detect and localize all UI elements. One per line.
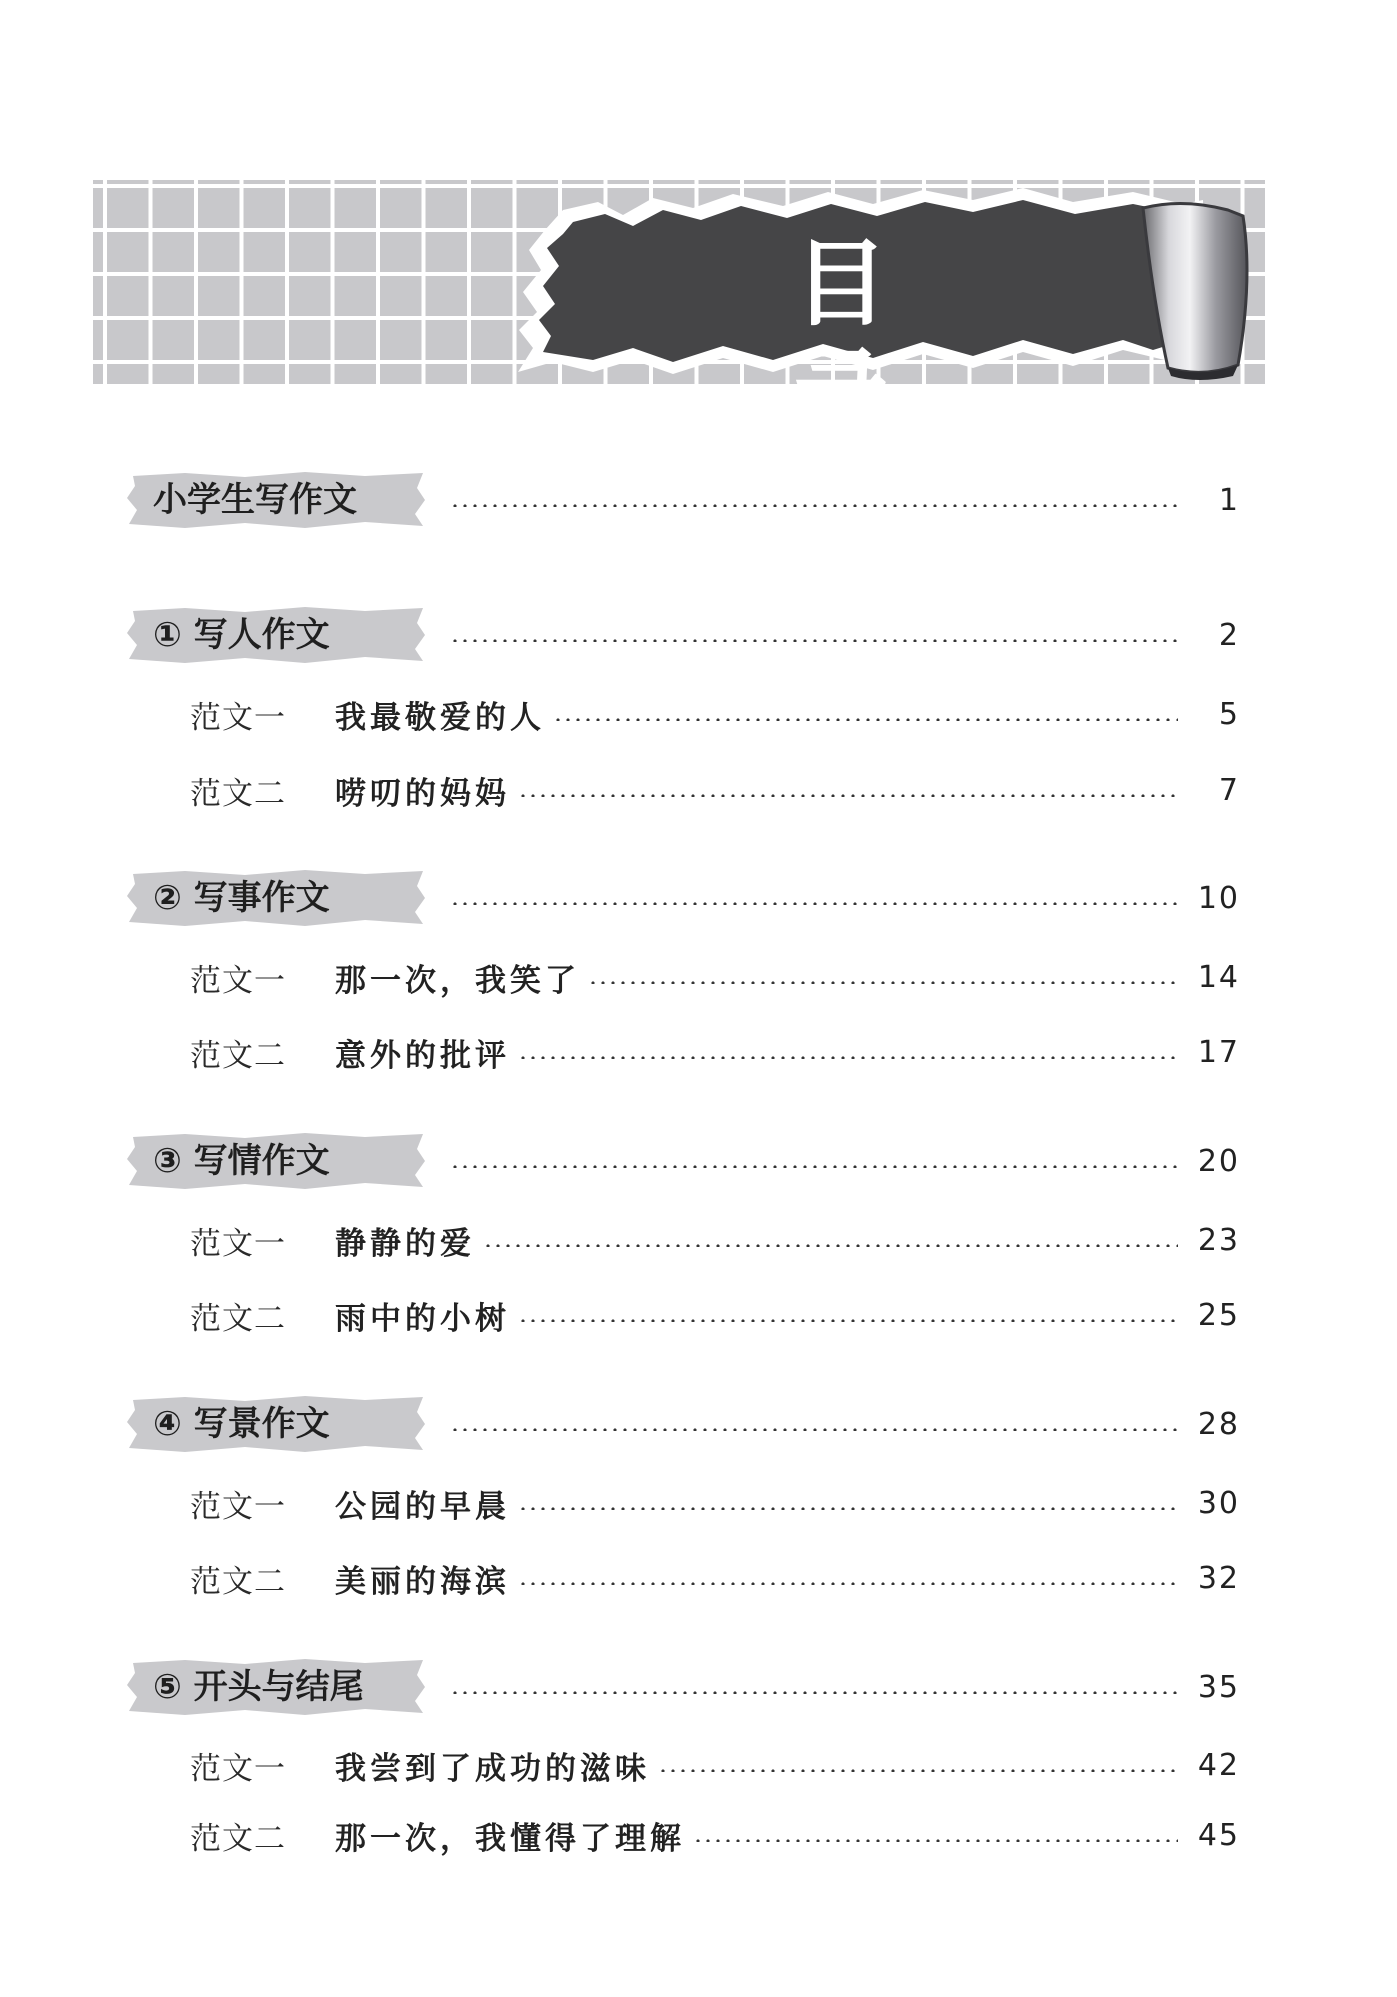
toc-row-2-1[interactable] xyxy=(190,955,1240,999)
page-number: 20 xyxy=(1197,1143,1240,1179)
item-kind: 范文一 xyxy=(190,1488,286,1525)
item-title: 公园的早晨 xyxy=(335,1488,510,1525)
section-heading-5 xyxy=(125,1657,430,1717)
grid-pattern xyxy=(93,180,1265,449)
dot-leader xyxy=(483,1244,1178,1247)
toc-row-4-2[interactable] xyxy=(190,1556,1240,1600)
toc-row-section-1[interactable] xyxy=(450,613,1240,657)
page-number: 45 xyxy=(1197,1817,1240,1853)
title-banner xyxy=(93,180,1265,449)
dot-leader xyxy=(518,1582,1178,1585)
dot-leader xyxy=(518,1319,1178,1322)
dot-leader xyxy=(693,1839,1178,1842)
item-title: 那一次，我笑了 xyxy=(335,962,580,999)
toc-row-5-2[interactable] xyxy=(190,1813,1240,1857)
item-kind: 范文二 xyxy=(190,775,286,812)
page-number: 10 xyxy=(1197,880,1240,916)
section-heading-2 xyxy=(125,868,430,928)
page-number: 17 xyxy=(1197,1034,1240,1070)
section-heading-4 xyxy=(125,1394,430,1454)
toc-row-5-1[interactable] xyxy=(190,1743,1240,1787)
page-number: 7 xyxy=(1218,772,1240,808)
section-heading-intro xyxy=(125,470,430,530)
item-title: 我最敬爱的人 xyxy=(335,699,545,736)
item-kind: 范文一 xyxy=(190,962,286,999)
page-number: 14 xyxy=(1197,959,1240,995)
dot-leader xyxy=(658,1769,1178,1772)
section-label: 小学生写作文 xyxy=(153,480,357,520)
section-heading-1 xyxy=(125,605,430,665)
dot-leader xyxy=(450,504,1178,507)
page-number: 2 xyxy=(1218,617,1240,653)
item-title: 雨中的小树 xyxy=(335,1300,510,1337)
toc-row-1-2[interactable] xyxy=(190,768,1240,812)
toc-row-3-2[interactable] xyxy=(190,1293,1240,1337)
dot-leader xyxy=(553,718,1178,721)
toc-row-1-1[interactable] xyxy=(190,692,1240,736)
dot-leader xyxy=(450,639,1178,642)
item-title: 唠叨的妈妈 xyxy=(335,775,510,812)
item-title: 静静的爱 xyxy=(335,1225,475,1262)
page-number: 35 xyxy=(1197,1669,1240,1705)
page-number: 28 xyxy=(1197,1406,1240,1442)
toc-row-section-4[interactable] xyxy=(450,1402,1240,1446)
page-number: 42 xyxy=(1197,1747,1240,1783)
toc-row-intro[interactable] xyxy=(450,478,1240,522)
item-kind: 范文二 xyxy=(190,1820,286,1857)
dot-leader xyxy=(450,1165,1178,1168)
toc-row-2-2[interactable] xyxy=(190,1030,1240,1074)
dot-leader xyxy=(450,1428,1178,1431)
page-number: 25 xyxy=(1197,1297,1240,1333)
page-number: 32 xyxy=(1197,1560,1240,1596)
toc-row-section-2[interactable] xyxy=(450,876,1240,920)
item-title: 美丽的海滨 xyxy=(335,1563,510,1600)
page-number: 5 xyxy=(1218,696,1240,732)
section-label: ④ 写景作文 xyxy=(153,1404,330,1444)
section-label: ① 写人作文 xyxy=(153,615,330,655)
section-label: ② 写事作文 xyxy=(153,878,330,918)
item-title: 那一次，我懂得了理解 xyxy=(335,1820,685,1857)
dot-leader xyxy=(518,794,1178,797)
dot-leader xyxy=(450,902,1178,905)
dot-leader xyxy=(450,1691,1178,1694)
dot-leader xyxy=(588,981,1178,984)
dot-leader xyxy=(518,1056,1178,1059)
item-kind: 范文二 xyxy=(190,1563,286,1600)
page-title: 目 录 xyxy=(793,230,926,449)
toc-row-section-5[interactable] xyxy=(450,1665,1240,1709)
page-number: 30 xyxy=(1197,1485,1240,1521)
page-number: 23 xyxy=(1197,1222,1240,1258)
section-label: ③ 写情作文 xyxy=(153,1141,330,1181)
item-kind: 范文二 xyxy=(190,1300,286,1337)
item-title: 意外的批评 xyxy=(335,1037,510,1074)
page-number: 1 xyxy=(1218,482,1240,518)
toc-row-section-3[interactable] xyxy=(450,1139,1240,1183)
item-kind: 范文一 xyxy=(190,1225,286,1262)
toc-row-3-1[interactable] xyxy=(190,1218,1240,1262)
item-kind: 范文一 xyxy=(190,1750,286,1787)
dot-leader xyxy=(518,1507,1178,1510)
item-kind: 范文二 xyxy=(190,1037,286,1074)
section-heading-3 xyxy=(125,1131,430,1191)
item-kind: 范文一 xyxy=(190,699,286,736)
item-title: 我尝到了成功的滋味 xyxy=(335,1750,650,1787)
section-label: ⑤ 开头与结尾 xyxy=(153,1667,364,1707)
toc-row-4-1[interactable] xyxy=(190,1481,1240,1525)
